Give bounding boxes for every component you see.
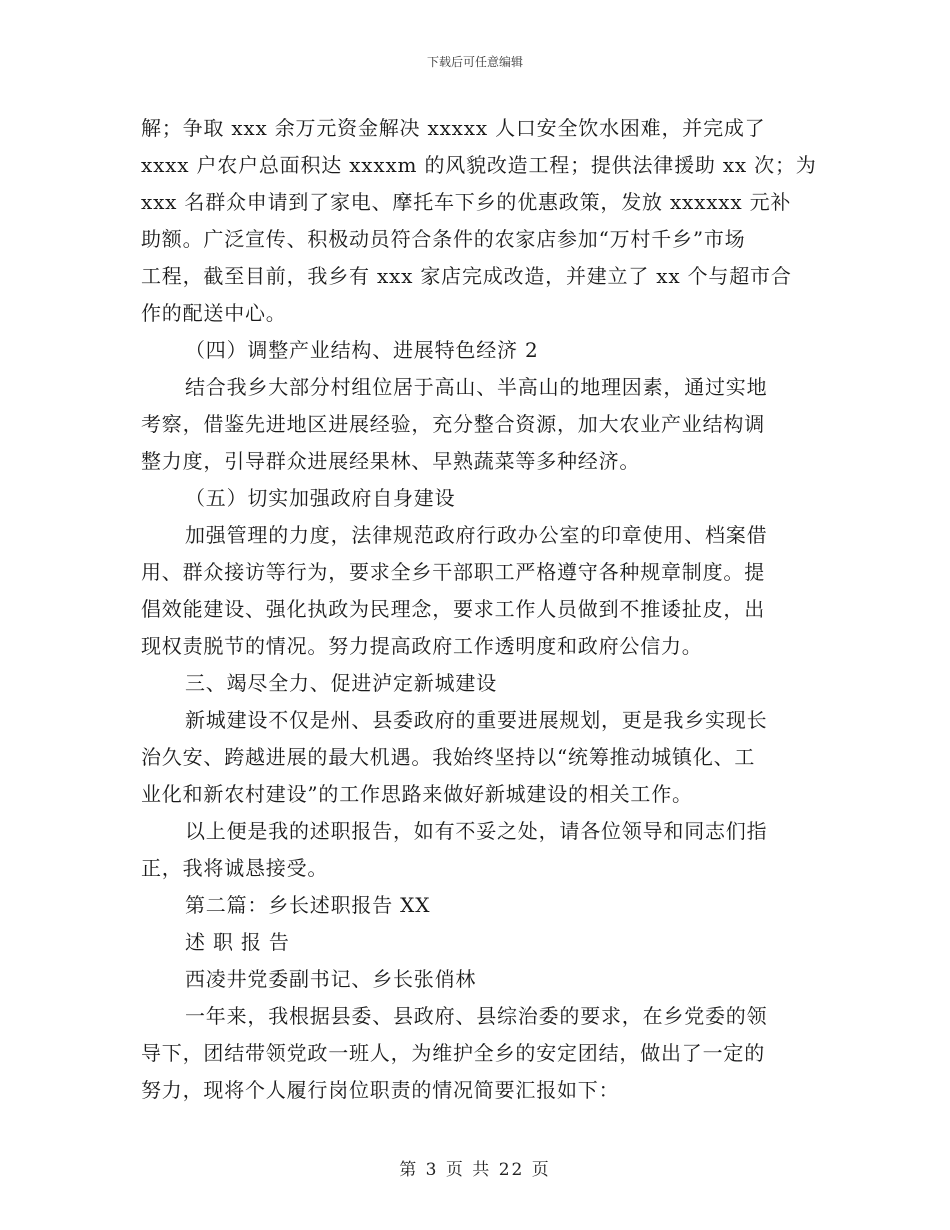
text-line: 导下，团结带领党政一班人，为维护全乡的安定团结，做出了一定的 <box>141 1041 765 1065</box>
text-line: 工程，截至目前，我乡有 xxx 家店完成改造，并建立了 xx 个与超市合 <box>141 264 792 288</box>
text-line: 以上便是我的述职报告，如有不妥之处，请各位领导和同志们指 <box>185 819 768 843</box>
text-line: 考察，借鉴先进地区进展经验，充分整合资源，加大农业产业结构调 <box>141 412 765 436</box>
text-line: （五）切实加强政府自身建设 <box>185 486 456 510</box>
text-line: 正，我将诚恳接受。 <box>141 856 329 880</box>
text-line: 业化和新农村建设”的工作思路来做好新城建设的相关工作。 <box>141 782 693 806</box>
page-footer: 第 3 页 共 22 页 <box>399 1160 551 1180</box>
text-line: 解；争取 xxx 余万元资金解决 xxxxx 人口安全饮水困难，并完成了 <box>141 116 766 140</box>
text-line: 三、竭尽全力、促进泸定新城建设 <box>185 671 497 695</box>
text-line: 结合我乡大部分村组位居于高山、半高山的地理因素，通过实地 <box>185 375 768 399</box>
text-line: 现权责脱节的情况。努力提高政府工作透明度和政府公信力。 <box>141 634 703 658</box>
text-line: 西凌井党委副书记、乡长张俏林 <box>185 967 477 991</box>
text-line: xxx 名群众申请到了家电、摩托车下乡的优惠政策，发放 xxxxxx 元补 <box>141 190 792 214</box>
text-line: xxxx 户农户总面积达 xxxxm 的风貌改造工程；提供法律援助 xx 次；为 <box>141 153 817 177</box>
text-line: 新城建设不仅是州、县委政府的重要进展规划，更是我乡实现长 <box>185 708 768 732</box>
text-line: 助额。广泛宣传、积极动员符合条件的农家店参加“万村千乡”市场 <box>141 227 746 251</box>
text-line: 倡效能建设、强化执政为民理念，要求工作人员做到不推诿扯皮，出 <box>141 597 765 621</box>
page-header: 下载后可任意编辑 <box>426 55 523 69</box>
text-line: 第二篇：乡长述职报告 XX <box>185 893 431 917</box>
text-line: 整力度，引导群众进展经果林、早熟蔬菜等多种经济。 <box>141 449 641 473</box>
text-line: 述 职 报 告 <box>185 930 290 954</box>
text-line: 作的配送中心。 <box>141 301 287 325</box>
text-line: 努力，现将个人履行岗位职责的情况简要汇报如下： <box>141 1078 620 1102</box>
text-line: 治久安、跨越进展的最大机遇。我始终坚持以“统筹推动城镇化、工 <box>141 745 756 769</box>
text-line: （四）调整产业结构、进展特色经济 2 <box>185 338 539 362</box>
text-line: 用、群众接访等行为，要求全乡干部职工严格遵守各种规章制度。提 <box>141 560 765 584</box>
document-body <box>141 110 817 1109</box>
text-line: 加强管理的力度，法律规范政府行政办公室的印章使用、档案借 <box>185 523 768 547</box>
text-line: 一年来，我根据县委、县政府、县综治委的要求，在乡党委的领 <box>185 1004 768 1028</box>
